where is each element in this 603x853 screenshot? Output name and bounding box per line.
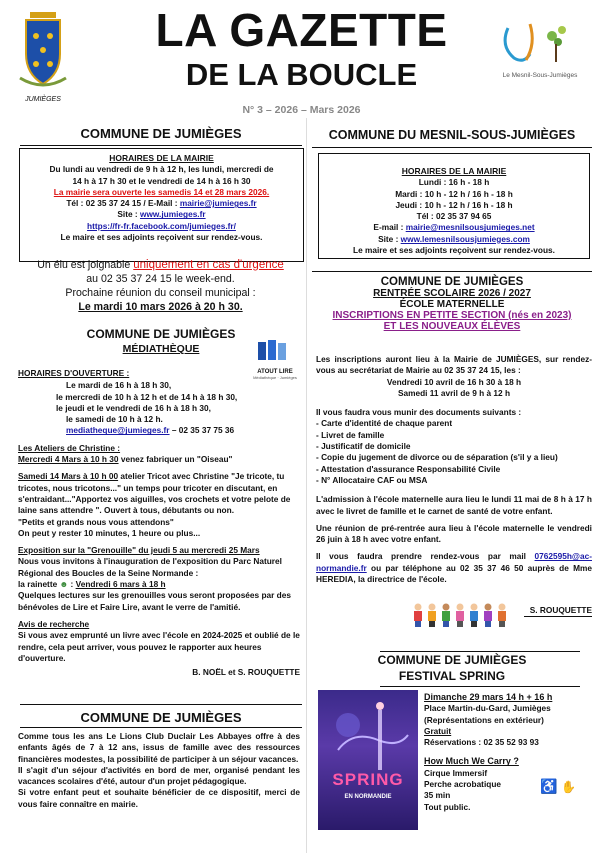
festival-price: Gratuit [424,725,452,736]
mairie-box-title: HORAIRES DE LA MAIRIE [109,153,214,163]
divider [312,271,592,272]
left-logo-caption: JUMIÈGES [25,96,61,103]
expo-readings: Quelques lectures sur les grenouilles vous seront proposées par des bénévoles de Lire et Faire Lire, avant le verre de l'amitié. [18,590,291,612]
festival-heading2: FESTIVAL SPRING [398,669,506,683]
lions-p1: Comme tous les ans Le Lions Club Duclair Les Abbayes offre à des enfants âgés de 7 à 12 ans, issus de famille avec des ressources financières modestes, la possibilité de participer à un séjour vacances. [18,731,300,764]
council-date: Le mardi 10 mars 2026 à 20 h 30. [78,301,243,313]
ecole-heading1: COMMUNE DE JUMIÈGES [380,276,524,288]
ecole-headings [312,276,592,332]
mediatheque-hours-1: Le mardi de 16 h à 18 h 30, [66,380,172,391]
ecole-signature: S. ROUQUETTE [529,605,592,615]
divider [20,145,302,146]
site-label: Site : [117,209,140,220]
ecole-intro: Les inscriptions auront lieu à la Mairie de JUMIÈGES, sur rendez-vous au secrétariat de Mairie au 02 35 37 24 15, les : [316,354,592,376]
divider [20,727,302,728]
mediatheque-body: HORAIRES D'OUVERTURE : Le mardi de 16 h à 18 h 30, le mercredi de 10 h à 12 h et de 14 h à 18 h 30, le jeudi et le vendredi de 16 h à 18 h 30, le samedi de 10 h à 12 h. mediatheque@jumieges.fr – 02 35 37 75 36 Les Ateliers de Christine : Mercredi 4 Mars à 10 h 30 venez fabriquer un "Oiseau" Samedi 14 Mars à 10 h 00 atelier Tricot avec Christine "Je tricote, tu tricotes, nous tricotons..." un temps pour tricoter en discutant, en s'entraidant..."Apportez vos aiguilles, vos crochets et votre pelote de laine sans attendre ". Ouvert à tous, débutants ou non. "Petits et grands nous vous attendons" On peut y rester 10 minutes, 1 heure ou plus... Exposition sur la "Grenouille" du jeudi 5 au mercredi 25 Mars Nous vous invitons à l'inauguration de l'exposition du Parc Naturel Régional des Boucles de la Seine Normande : la rainette ☻ : Vendredi 6 mars à 18 h Quelques lectures sur les grenouilles vous seront proposées par des bénévoles de Lire et Faire Lire, avant le verre de l'amitié. Avis de recherche Si vous avez emprunté un livre avec l'école en 2024-2025 et oublié de le rendre, cela peut arriver, vous pouvez le rapporter aux heures d'ouverture. B. NOËL et S. ROUQUETTE [18,368,300,678]
divider [524,616,592,617]
mesnil-appointment: Le maire et ses adjoints reçoivent sur rendez-vous. [353,245,555,256]
ecole-doc-3: - Justificatif de domicile [316,441,411,452]
mesnil-line-3: Jeudi : 10 h - 12 h / 16 h - 18 h [395,199,513,210]
mairie-hours-line1: Du lundi au vendredi de 9 h à 12 h, les lundi, mercredi de [49,164,274,175]
mesnil-line-2: Mardi : 10 h - 12 h / 16 h - 18 h [395,188,513,199]
ecole-rdv-phone: ou par téléphone au 02 35 37 46 50 auprès de Mme HEREDIA, la directrice de l'école. [316,562,592,585]
jumieges-mairie-box [19,148,304,262]
ateliers-date: Mercredi 4 Mars à 10 h 30 [18,454,119,465]
hearing-icon: ✋ [561,780,577,794]
mesnil-email-link[interactable]: mairie@mesnilsousjumieges.net [405,222,535,233]
expo-frog-prefix: la rainette [18,579,60,590]
mesnil-line-1: Lundi : 16 h - 18 h [418,177,490,188]
lions-body [18,731,300,810]
ecole-doc-6: - N° Allocataire CAF ou MSA [316,474,428,485]
ecole-date2: Samedi 11 avril de 9 h à 12 h [397,387,511,398]
festival-poster-sub: EN NORMANDIE [344,794,392,800]
ecole-inscriptions2: ET LES NOUVEAUX ÉLÈVES [383,321,521,332]
column-divider [306,118,307,853]
mediatheque-heading: COMMUNE DE JUMIÈGES [86,327,236,341]
mediatheque-hours-3: le jeudi et le vendredi de 16 h à 18 h 30, [56,402,211,413]
jumieges-mairie-heading: COMMUNE DE JUMIÈGES [80,126,242,141]
tricot-text: atelier Tricot avec Christine "Je tricote, tu tricotes, nous tricotons..." un temps pour tricoter en discutant, en s'entraidant..."Apportez vos aiguilles, vos crochets et votre pelote de laine sans attendre ". Ouvert à tous, débutants ou non. [18,471,291,516]
mairie-email-link[interactable]: mairie@jumieges.fr [179,198,257,209]
mairie-site-link[interactable]: www.jumieges.fr [139,209,206,220]
mairie-contact: Tél : 02 35 37 24 15 / E-Mail : [66,198,180,209]
ateliers-text: venez fabriquer un "Oiseau" [118,454,233,465]
mediatheque-hours-2: le mercredi de 10 h à 12 h et de 14 h à 18 h 30, [56,391,238,402]
ateliers-title: Les Ateliers de Christine : [18,442,121,453]
mesnil-logo [500,18,580,70]
divider [380,686,580,687]
expo-title: Exposition sur la "Grenouille" du jeudi 5 au mercredi 25 Mars [18,545,260,556]
ecole-date1: Vendredi 10 avril de 16 h 30 à 18 h [386,376,522,387]
ecole-heading2: RENTRÉE SCOLAIRE 2026 / 2027 [373,288,531,299]
festival-show-title: How Much We Carry ? [424,756,519,767]
council-label: Prochaine réunion du conseil municipal : [65,287,256,299]
mesnil-heading: COMMUNE DU MESNIL-SOUS-JUMIÈGES [328,128,576,142]
ecole-heading3: ÉCOLE MATERNELLE [399,299,505,310]
elected-emphasis: uniquement en cas d'urgence [133,259,284,271]
ecole-rdv-prefix: Il vous faudra prendre rendez-vous par mail [316,551,535,562]
ecole-docs-intro: Il vous faudra vous munir des documents suivants : [316,407,522,418]
frog-icon: ☻ [59,579,69,590]
mediatheque-hours-4: le samedi de 10 h à 12 h. [66,414,163,425]
tricot-date: Samedi 14 Mars à 10 h 00 [18,471,119,482]
ecole-meeting: Une réunion de pré-rentrée aura lieu à l'école maternelle le vendredi 26 juin à 18 h avec votre enfant. [316,522,592,545]
elected-contact [19,258,302,314]
mediatheque-hours-title: HORAIRES D'OUVERTURE : [18,368,130,378]
mediatheque-email-link[interactable]: mediatheque@jumieges.fr [66,425,170,436]
ecole-rdv-mail-link[interactable]: 0762595h@ac-normandie.fr [316,551,592,573]
festival-booking: Réservations : 02 35 52 93 93 [424,737,539,748]
tricot-quote: "Petits et grands nous vous attendons" [18,516,174,527]
divider [380,651,580,652]
elected-phone: au 02 35 37 24 15 le week-end. [86,273,235,285]
festival-audience: Tout public. [424,801,471,812]
divider [312,147,592,148]
festival-date: Dimanche 29 mars 14 h + 16 h [424,692,553,702]
atout-lire-text: ATOUT LIRE [257,369,293,375]
expo-text: Nous vous invitons à l'inauguration de l'exposition du Parc Naturel Régional des Boucles de la Seine Normande : [18,556,282,578]
ecole-doc-5: - Attestation d'assurance Responsabilité Civile [316,463,501,474]
wheelchair-icon: ♿ [540,778,558,794]
festival-show-type: Perche acrobatique [424,779,502,790]
mairie-facebook-link[interactable]: https://fr-fr.facebook.com/jumieges.fr/ [87,220,236,231]
mesnil-line-4: Tél : 02 35 37 94 65 [416,211,492,222]
accessibility-icons [540,778,590,798]
mairie-hours-line2: 14 h à 17 h 30 et le vendredi de 14 h à 16 h 30 [72,175,251,186]
avis-title: Avis de recherche [18,618,90,629]
festival-show-company: Cirque Immersif [424,767,488,778]
gazette-title-line2: DE LA BOUCLE [185,57,418,92]
mediatheque-phone: – 02 35 37 75 36 [169,425,235,436]
mesnil-email-label: E-mail : [373,222,406,233]
festival-poster-title: SPRING [332,770,404,789]
ecole-doc-4: - Copie du jugement de divorce ou de séparation (s'il y a lieu) [316,452,558,463]
festival-poster [318,690,418,830]
atout-lire-sub: Médiathèque · Jumièges [253,375,297,380]
mairie-closure-notice: La mairie sera ouverte les samedis 14 et 28 mars 2026. [53,186,270,197]
avis-text: Si vous avez emprunté un livre avec l'école en 2024-2025 et oublié de le rendre, cela peut arriver, vous pouvez le rapporter aux heures d'ouverture. [18,630,300,663]
mesnil-mairie-box [318,153,590,259]
mesnil-site-label: Site : [378,233,401,244]
elected-prefix: Un élu est joignable [37,259,134,271]
lions-p2: Il s'agit d'un séjour d'activités en bord de mer, organisé pendant les vacances scolaires d'été, autour d'un projet pédagogique. [18,764,300,787]
mediatheque-signature: B. NOËL et S. ROUQUETTE [192,667,300,678]
festival-place-note: (Représentations en extérieur) [424,714,544,725]
lions-heading: COMMUNE DE JUMIÈGES [80,710,242,725]
tricot-stay: On peut y rester 10 minutes, 1 heure ou plus... [18,527,201,538]
ecole-doc-1: - Carte d'identité de chaque parent [316,418,453,429]
mesnil-site-link[interactable]: www.lemesnilsousjumieges.com [400,233,530,244]
ecole-doc-2: - Livret de famille [316,429,385,440]
right-logo-caption: Le Mesnil-Sous-Jumièges [502,72,578,79]
ecole-body [316,354,592,585]
divider [20,704,302,705]
expo-date: Vendredi 6 mars à 18 h [75,579,166,590]
festival-place: Place Martin-du-Gard, Jumièges [424,703,551,714]
mairie-appointment: Le maire et ses adjoints reçoivent sur rendez-vous. [60,232,263,243]
ecole-inscriptions1: INSCRIPTIONS EN PETITE SECTION (nés en 2023) [332,310,572,321]
mediatheque-subheading: MÉDIATHÈQUE [122,343,200,355]
lions-p3: Si votre enfant peut et souhaite bénéficier de ce dispositif, merci de vous faire connaître en mairie. [18,787,300,809]
gazette-title-line1: LA GAZETTE [155,4,448,56]
festival-duration: 35 min [424,790,451,801]
ecole-admission: L'admission à l'école maternelle aura lieu le lundi 11 mai de 8 h à 17 h avec le livret de famille et le carnet de santé de votre enfant. [316,494,592,516]
mesnil-box-title: HORAIRES DE LA MAIRIE [401,166,507,176]
festival-heading1: COMMUNE DE JUMIÈGES [377,653,527,667]
issue-number: N° 3 – 2026 – Mars 2026 [242,104,361,116]
